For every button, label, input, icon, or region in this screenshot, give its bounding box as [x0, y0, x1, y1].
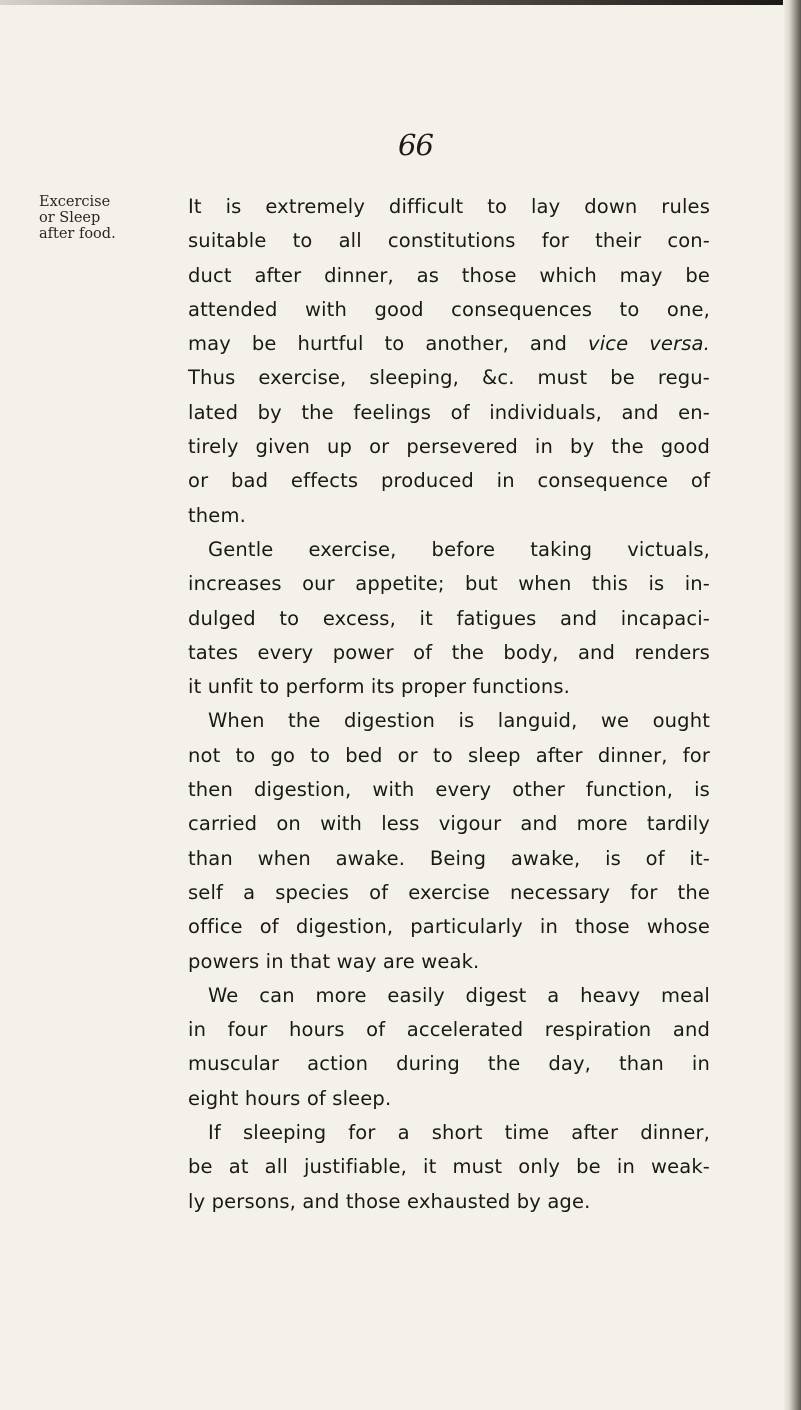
- text-line: than when awake. Being awake, is of it-: [188, 846, 710, 870]
- text-line: If sleeping for a short time after dinner,: [208, 1121, 710, 1145]
- body-text: [188, 190, 710, 1219]
- page-number: 66: [398, 128, 433, 162]
- page-binding-shadow: [783, 0, 801, 1410]
- margin-note-line: after food.: [39, 226, 116, 242]
- text-line: office of digestion, particularly in those whose: [188, 915, 710, 939]
- text-line: it unfit to perform its proper functions.: [188, 675, 571, 699]
- text-line: tates every power of the body, and renders: [188, 640, 710, 664]
- text-line: Thus exercise, sleeping, &c. must be regu-: [188, 366, 710, 390]
- text-line: eight hours of sleep.: [188, 1086, 392, 1110]
- text-line: powers in that way are weak.: [188, 949, 480, 973]
- italic-phrase: vice versa.: [588, 332, 710, 356]
- margin-note-line: or Sleep: [39, 210, 101, 226]
- text-line: lated by the feelings of individuals, and en-: [188, 400, 710, 424]
- text-line: not to go to bed or to sleep after dinner, for: [188, 743, 710, 767]
- text-line: may be hurtful to another, and vice versa.: [188, 332, 710, 356]
- margin-note-line: Excercise: [39, 194, 111, 210]
- text-line: in four hours of accelerated respiration and: [188, 1018, 710, 1042]
- text-line: We can more easily digest a heavy meal: [208, 983, 710, 1007]
- text-line: or bad effects produced in consequence of: [188, 469, 710, 493]
- text-line: muscular action during the day, than in: [188, 1052, 710, 1076]
- text-line: carried on with less vigour and more tardily: [188, 812, 710, 836]
- text-line: dulged to excess, it fatigues and incapaci-: [188, 606, 710, 630]
- text-line: self a species of exercise necessary for the: [188, 880, 710, 904]
- text-line: then digestion, with every other function, is: [188, 778, 710, 802]
- text-line: them.: [188, 503, 246, 527]
- text-line: When the digestion is languid, we ought: [208, 709, 710, 733]
- page-top-edge: [0, 0, 801, 5]
- text-line: increases our appetite; but when this is in-: [188, 572, 710, 596]
- text-line: ly persons, and those exhausted by age.: [188, 1189, 591, 1213]
- margin-note: [39, 194, 119, 242]
- text-line: tirely given up or persevered in by the good: [188, 435, 710, 459]
- text-line: be at all justifiable, it must only be in weak-: [188, 1155, 710, 1179]
- text-line: duct after dinner, as those which may be: [188, 263, 710, 287]
- text-line: Gentle exercise, before taking victuals,: [208, 537, 710, 561]
- text-line: attended with good consequences to one,: [188, 297, 710, 321]
- text-line: suitable to all constitutions for their con-: [188, 229, 710, 253]
- text-line: It is extremely difficult to lay down rules: [188, 195, 710, 218]
